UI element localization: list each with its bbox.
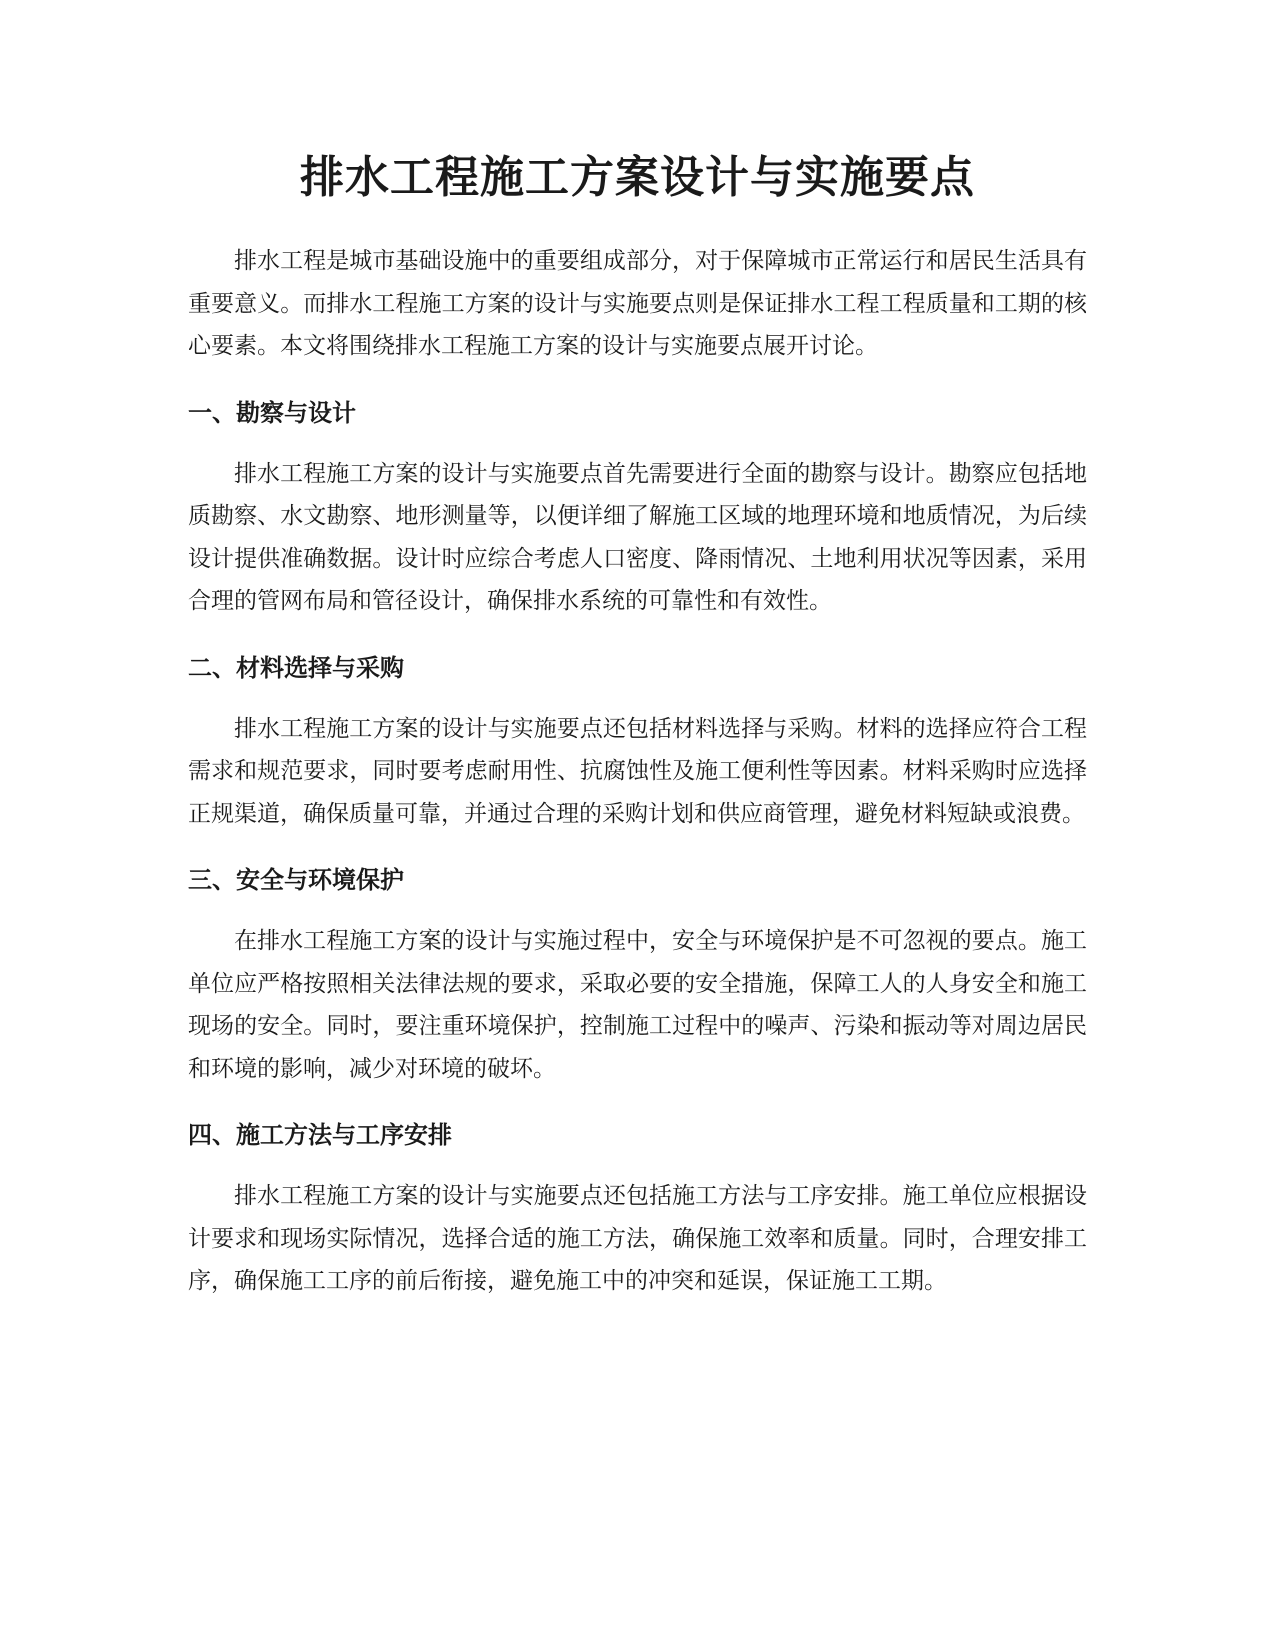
section-heading-construction-methods: 四、施工方法与工序安排 [188, 1121, 452, 1149]
section-body-survey-design: 排水工程施工方案的设计与实施要点首先需要进行全面的勘察与设计。勘察应包括地质勘察、水文勘察、地形测量等，以便详细了解施工区域的地理环境和地质情况，为后续设计提供准确数据。设计时应综合考虑人口密度、降雨情况、土地利用状况等因素，采用合理的管网布局和管径设计，确保排水系统的可靠性和有效性。 [188, 460, 1087, 614]
section-body-safety-environment: 在排水工程施工方案的设计与实施过程中，安全与环境保护是不可忽视的要点。施工单位应严格按照相关法律法规的要求，采取必要的安全措施，保障工人的人身安全和施工现场的安全。同时，要注重环境保护，控制施工过程中的噪声、污染和振动等对周边居民和环境的影响，减少对环境的破坏。 [188, 928, 1087, 1082]
section-heading-survey-design: 一、勘察与设计 [188, 398, 356, 427]
document-title: 排水工程施工方案设计与实施要点 [300, 152, 975, 203]
document-body [188, 240, 1087, 1303]
intro-paragraph: 排水工程是城市基础设施中的重要组成部分，对于保障城市正常运行和居民生活具有重要意义。而排水工程施工方案的设计与实施要点则是保证排水工程工程质量和工期的核心要素。本文将围绕排水工程施工方案的设计与实施要点展开讨论。 [188, 248, 1087, 359]
section-body-construction-methods: 排水工程施工方案的设计与实施要点还包括施工方法与工序安排。施工单位应根据设计要求和现场实际情况，选择合适的施工方法，确保施工效率和质量。同时，合理安排工序，确保施工工序的前后衔接，避免施工中的冲突和延误，保证施工工期。 [188, 1183, 1087, 1294]
section-heading-materials: 二、材料选择与采购 [188, 653, 404, 682]
section-heading-safety-environment: 三、安全与环境保护 [188, 866, 404, 894]
section-body-materials: 排水工程施工方案的设计与实施要点还包括材料选择与采购。材料的选择应符合工程需求和规范要求，同时要考虑耐用性、抗腐蚀性及施工便利性等因素。材料采购时应选择正规渠道，确保质量可靠，并通过合理的采购计划和供应商管理，避免材料短缺或浪费。 [188, 715, 1087, 827]
